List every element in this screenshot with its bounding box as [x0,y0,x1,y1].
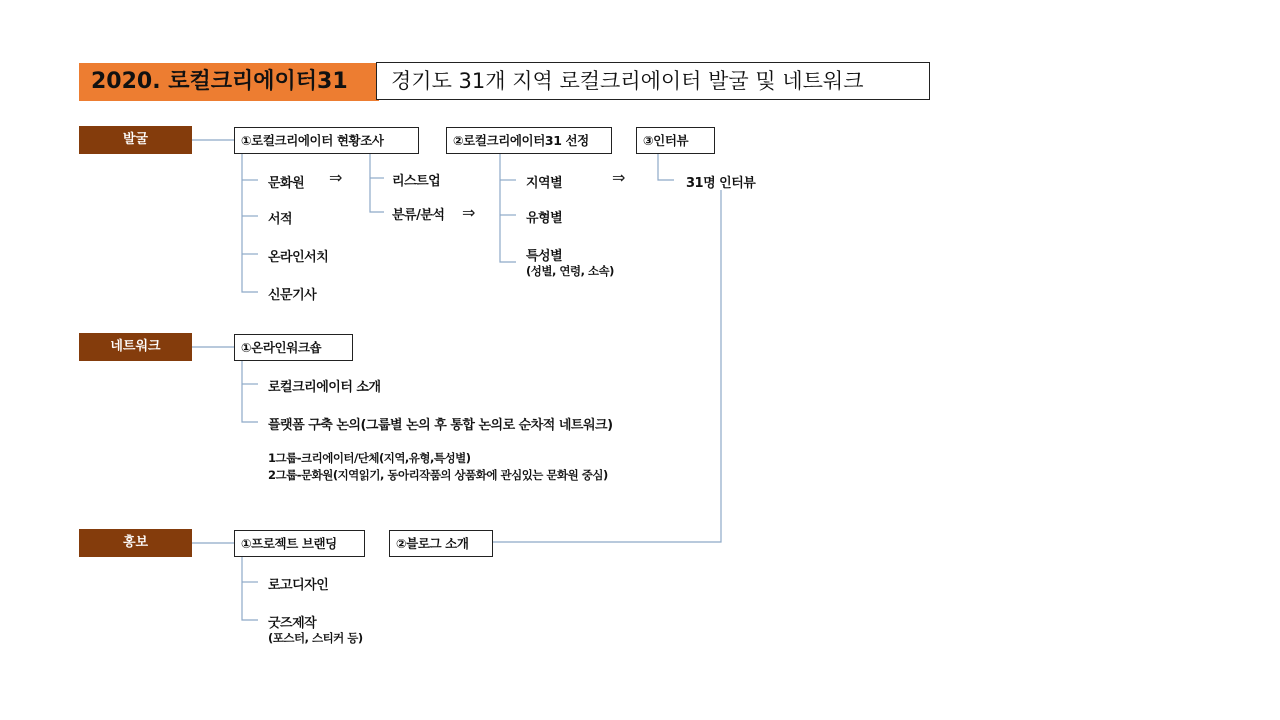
item-group2: 2그룹-문화원(지역읽기, 동아리작품의 상품화에 관심있는 문화원 중심) [268,468,608,482]
box-status-survey: ①로컬크리에이터 현황조사 [234,127,419,154]
box-online-workshop: ①온라인워크숍 [234,334,353,361]
arrow-icon: ⇒ [462,203,476,222]
box-project-branding: ①프로젝트 브랜딩 [234,530,365,557]
item-31-interviews: 31명 인터뷰 [686,176,756,191]
item-classify: 분류/분석 [392,208,445,223]
item-creator-intro: 로컬크리에이터 소개 [268,380,381,395]
item-group1: 1그룹-크리에이터/단체(지역,유형,특성별) [268,451,471,465]
item-by-type: 유형별 [526,211,563,226]
item-by-region: 지역별 [526,176,563,191]
item-goods: 굿즈제작 [268,616,317,631]
item-books: 서적 [268,212,293,227]
arrow-icon: ⇒ [612,168,626,187]
arrow-icon: ⇒ [329,168,343,187]
item-trait-note: (성별, 연령, 소속) [526,264,614,278]
item-online-search: 온라인서치 [268,250,329,265]
box-blog-intro: ②블로그 소개 [389,530,493,557]
box-selection: ②로컬크리에이터31 선정 [446,127,612,154]
section-promotion: 홍보 [79,529,192,557]
box-interview: ③인터뷰 [636,127,715,154]
item-by-trait: 특성별 [526,249,563,264]
item-goods-note: (포스터, 스티커 등) [268,631,363,645]
item-platform-discussion: 플랫폼 구축 논의(그룹별 논의 후 통합 논의로 순차적 네트워크) [268,418,613,433]
section-network: 네트워크 [79,333,192,361]
section-discovery: 발굴 [79,126,192,154]
item-list-up: 리스트업 [392,174,441,189]
item-culture-center: 문화원 [268,176,305,191]
item-logo-design: 로고디자인 [268,578,329,593]
item-newspaper: 신문기사 [268,288,317,303]
page-subtitle: 경기도 31개 지역 로컬크리에이터 발굴 및 네트워크 [376,62,930,100]
page-title: 2020. 로컬크리에이터31 [79,63,379,101]
